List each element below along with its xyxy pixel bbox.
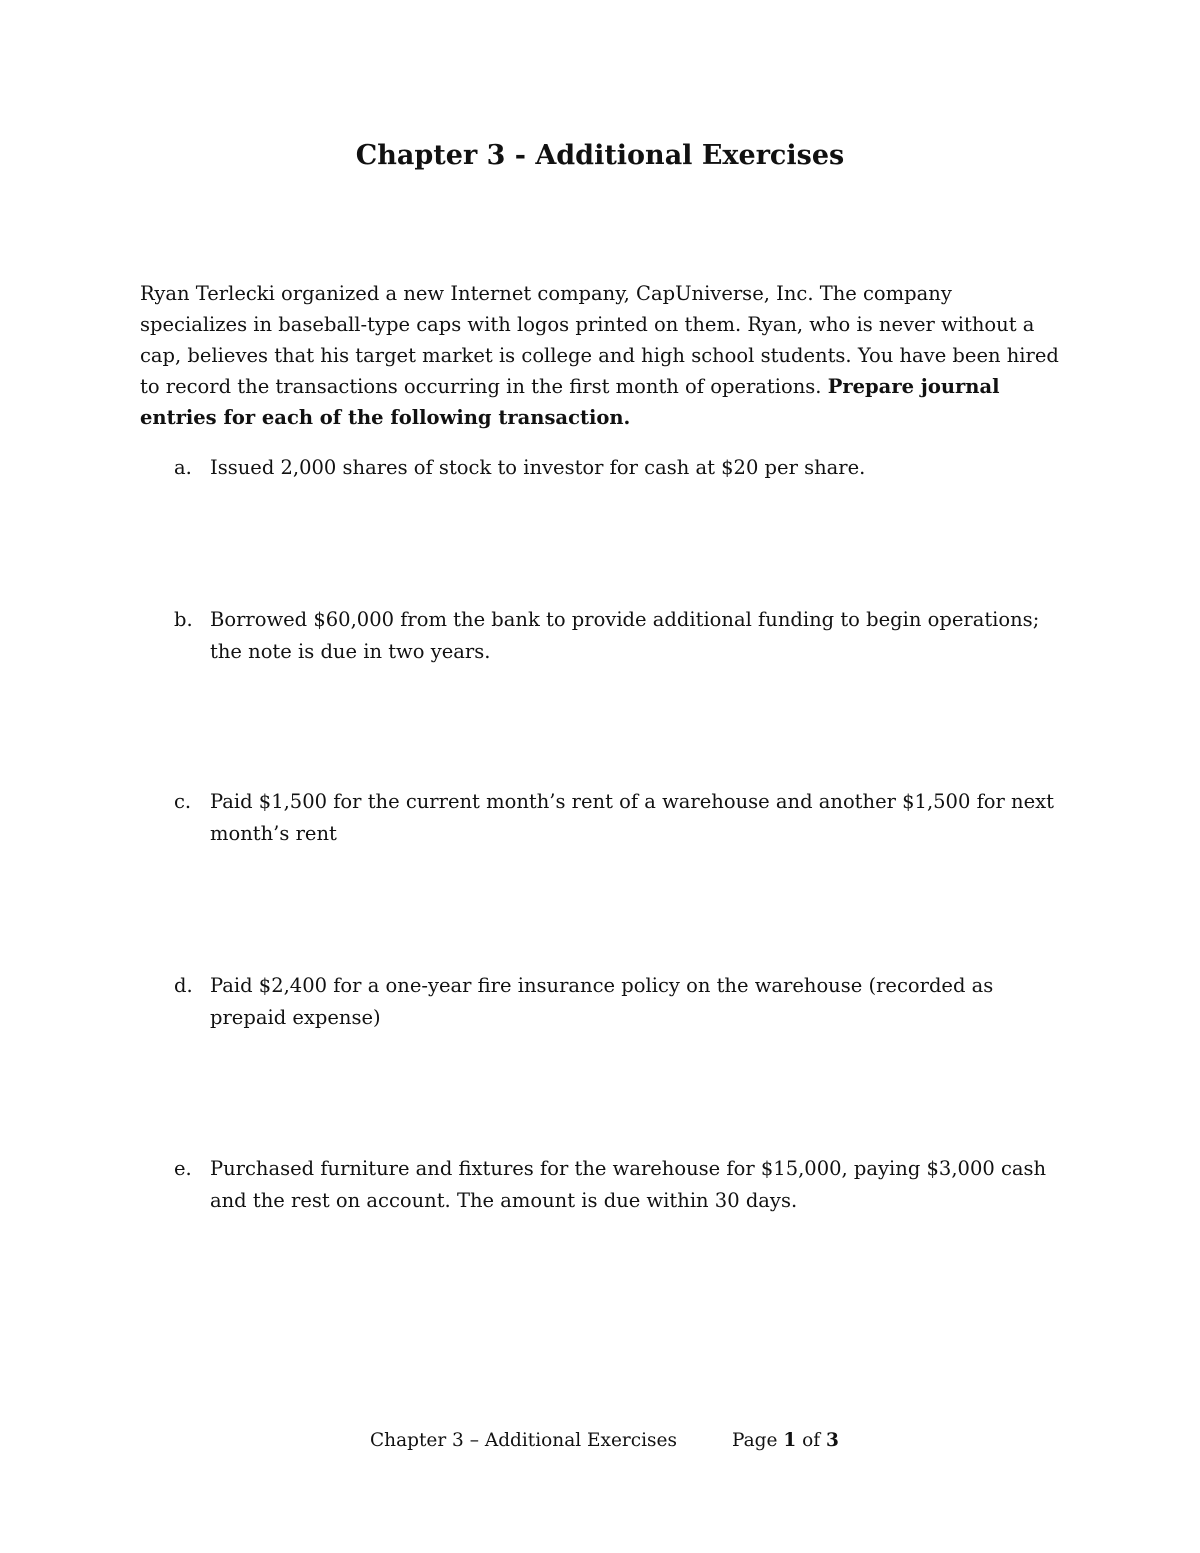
- intro-paragraph: [140, 278, 1060, 433]
- list-item: [174, 604, 1054, 668]
- list-item-letter: d.: [174, 974, 193, 997]
- list-item-letter: e.: [174, 1157, 192, 1180]
- list-item-text: Purchased furniture and fixtures for the warehouse for $15,000, paying $3,000 cash and the rest on account. The amount is due within 30 days.: [210, 1157, 1047, 1212]
- footer-page-current: 1: [783, 1430, 797, 1451]
- list-item-letter: c.: [174, 790, 192, 813]
- list-item-text: Borrowed $60,000 from the bank to provide additional funding to begin operations; the note is due in two years.: [210, 608, 1040, 663]
- list-item-letter: a.: [174, 456, 192, 479]
- list-item: [174, 970, 1054, 1034]
- footer-page-total: 3: [825, 1430, 839, 1451]
- page-title: Chapter 3 - Additional Exercises: [355, 140, 845, 171]
- list-item-letter: b.: [174, 608, 193, 631]
- list-item: [174, 786, 1054, 850]
- list-item: [174, 1153, 1054, 1217]
- intro-instruction: Prepare journal entries for each of the following transaction.: [140, 375, 1000, 429]
- footer-title: Chapter 3 – Additional Exercises: [370, 1430, 677, 1451]
- list-item-text: Paid $2,400 for a one-year fire insurance policy on the warehouse (recorded as prepaid expense): [210, 974, 994, 1029]
- footer-page-number: [732, 1430, 839, 1451]
- list-item-text: Paid $1,500 for the current month’s rent of a warehouse and another $1,500 for next month’s rent: [210, 790, 1054, 845]
- list-item-text: Issued 2,000 shares of stock to investor for cash at $20 per share.: [210, 456, 866, 479]
- intro-text: Ryan Terlecki organized a new Internet company, CapUniverse, Inc. The company specializes in baseball-type caps with logos printed on them. Ryan, who is never without a cap, believes that his target market is college and high school students. You have been hired to record the transactions occurring in the first month of operations.: [140, 282, 1059, 398]
- page-footer: [0, 1430, 1200, 1460]
- footer-page-word: Page: [732, 1430, 784, 1451]
- footer-of-word: of: [796, 1430, 826, 1451]
- list-item: [174, 452, 1054, 484]
